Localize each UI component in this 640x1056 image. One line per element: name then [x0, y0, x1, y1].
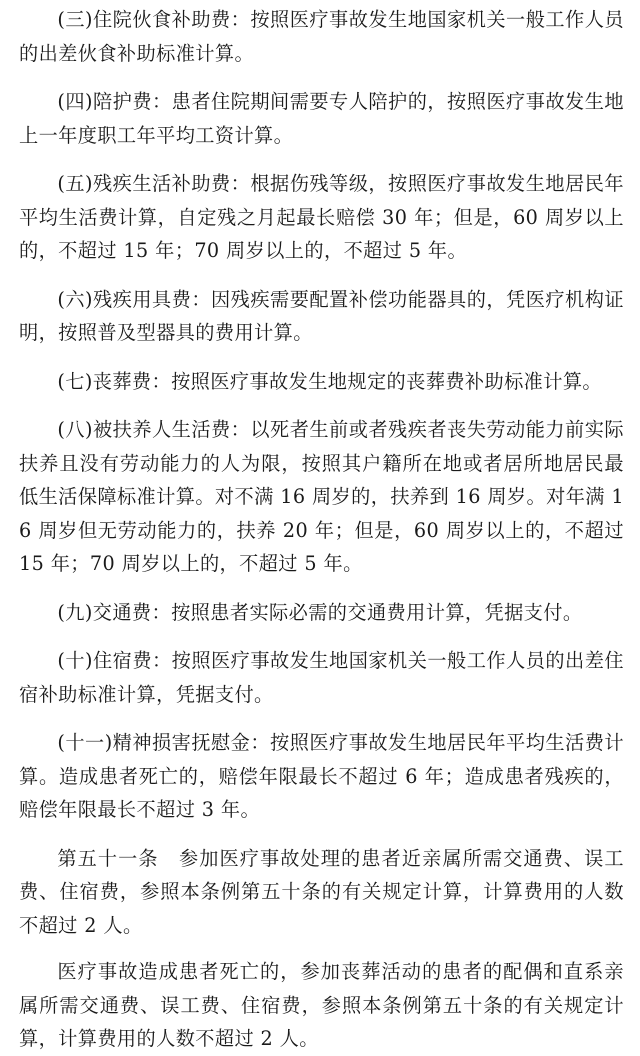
paragraph-item-5: (五)残疾生活补助费：根据伤残等级，按照医疗事故发生地居民年平均生活费计算，自定残之月起最长赔偿 30 年；但是，60 周岁以上的，不超过 15 年；70 周岁以上的，不超过 5 年。 — [19, 172, 624, 262]
paragraph-item-10: (十)住宿费：按照医疗事故发生地国家机关一般工作人员的出差住宿补助标准计算，凭据支付。 — [19, 649, 624, 706]
paragraph-item-6: (六)残疾用具费：因残疾需要配置补偿功能器具的，凭医疗机构证明，按照普及型器具的费用计算。 — [19, 287, 624, 344]
paragraph-item-4: (四)陪护费：患者住院期间需要专人陪护的，按照医疗事故发生地上一年度职工年平均工资计算。 — [19, 90, 624, 147]
paragraph-item-9: (九)交通费：按照患者实际必需的交通费用计算，凭据支付。 — [57, 600, 583, 624]
paragraph-article-51: 第五十一条 参加医疗事故处理的患者近亲属所需交通费、误工费、住宿费，参照本条例第五十条的有关规定计算，计算费用的人数不超过 2 人。 — [19, 846, 624, 937]
paragraph-item-7: (七)丧葬费：按照医疗事故发生地规定的丧葬费补助标准计算。 — [57, 369, 603, 393]
paragraph-item-11: (十一)精神损害抚慰金：按照医疗事故发生地居民年平均生活费计算。造成患者死亡的，赔偿年限最长不超过 6 年；造成患者残疾的，赔偿年限最长不超过 3 年。 — [19, 731, 624, 821]
paragraph-item-8: (八)被扶养人生活费：以死者生前或者残疾者丧失劳动能力前实际扶养且没有劳动能力的人为限，按照其户籍所在地或者居所地居民最低生活保障标准计算。对不满 16 周岁的，扶养到 16 周岁。对年满 16 周岁但无劳动能力的，扶养 20 年；但是，60 周岁以上的，不超过 15 年；70 周岁以上的，不超过 5 年。 — [19, 418, 624, 575]
paragraph-death-case: 医疗事故造成患者死亡的，参加丧葬活动的患者的配偶和直系亲属所需交通费、误工费、住宿费，参照本条例第五十条的有关规定计算，计算费用的人数不超过 2 人。 — [19, 960, 624, 1050]
paragraph-item-3: (三)住院伙食补助费：按照医疗事故发生地国家机关一般工作人员的出差伙食补助标准计算。 — [19, 8, 624, 65]
